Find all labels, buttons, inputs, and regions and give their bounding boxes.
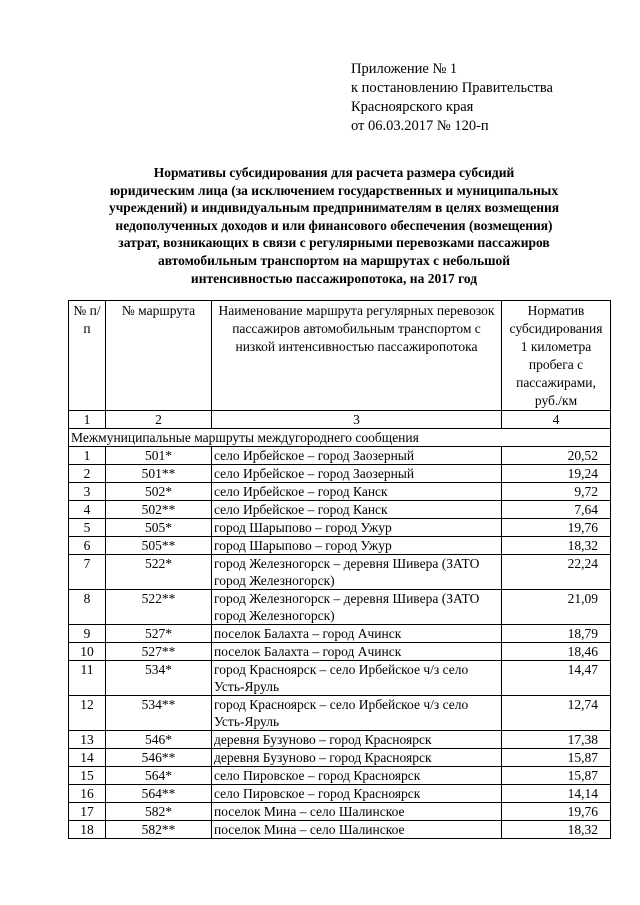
row-number: 13 — [69, 731, 106, 749]
title-line: учреждений) и индивидуальным предпринимателям в целях возмещения — [108, 200, 560, 216]
row-number: 16 — [69, 785, 106, 803]
appendix-block — [351, 60, 553, 136]
norm-value: 15,87 — [502, 767, 611, 785]
title-line: недополученных доходов и или финансового обеспечения (возмещения) — [115, 217, 553, 233]
route-name: поселок Мина – село Шалинское — [212, 821, 502, 839]
title-line: интенсивностью пассажиропотока, на 2017 год — [190, 270, 478, 286]
row-number: 10 — [69, 643, 106, 661]
subsidy-table — [68, 300, 611, 839]
row-number: 14 — [69, 749, 106, 767]
document-title — [64, 164, 604, 287]
row-number: 5 — [69, 519, 106, 537]
table-row — [69, 537, 611, 555]
route-number: 501** — [106, 465, 212, 483]
norm-value: 19,24 — [502, 465, 611, 483]
table-row — [69, 465, 611, 483]
norm-value: 9,72 — [502, 483, 611, 501]
norm-value: 7,64 — [502, 501, 611, 519]
norm-value: 19,76 — [502, 803, 611, 821]
route-number: 502** — [106, 501, 212, 519]
norm-value: 19,76 — [502, 519, 611, 537]
route-name: село Пировское – город Красноярск — [212, 785, 502, 803]
norm-value: 18,32 — [502, 821, 611, 839]
route-number: 564** — [106, 785, 212, 803]
row-number: 17 — [69, 803, 106, 821]
route-name: село Пировское – город Красноярск — [212, 767, 502, 785]
norm-value: 14,14 — [502, 785, 611, 803]
table-row — [69, 501, 611, 519]
route-name: село Ирбейское – город Канск — [212, 501, 502, 519]
route-name: город Шарыпово – город Ужур — [212, 537, 502, 555]
appendix-line: Приложение № 1 — [351, 61, 458, 77]
route-number: 582** — [106, 821, 212, 839]
norm-value: 14,47 — [502, 661, 611, 696]
route-name: город Шарыпово – город Ужур — [212, 519, 502, 537]
appendix-line: от 06.03.2017 № 120-п — [351, 118, 489, 134]
table-row — [69, 821, 611, 839]
row-number: 12 — [69, 696, 106, 731]
route-number: 505** — [106, 537, 212, 555]
row-number: 18 — [69, 821, 106, 839]
title-line: автомобильным транспортом на маршрутах с небольшой — [157, 252, 511, 268]
row-number: 7 — [69, 555, 106, 590]
route-name: город Красноярск – село Ирбейское ч/з село Усть-Яруль — [212, 696, 502, 731]
route-number: 501* — [106, 447, 212, 465]
route-name: город Железногорск – деревня Шивера (ЗАТО город Железногорск) — [212, 555, 502, 590]
col-number: 1 — [69, 411, 106, 429]
route-number: 546** — [106, 749, 212, 767]
norm-value: 17,38 — [502, 731, 611, 749]
route-name: село Ирбейское – город Заозерный — [212, 447, 502, 465]
route-name: село Ирбейское – город Канск — [212, 483, 502, 501]
col-number: 3 — [212, 411, 502, 429]
route-number: 522** — [106, 590, 212, 625]
title-line: затрат, возникающих в связи с регулярными перевозками пассажиров — [118, 235, 550, 251]
route-number: 582* — [106, 803, 212, 821]
norm-value: 12,74 — [502, 696, 611, 731]
header-route: № маршрута — [106, 301, 212, 411]
table-row — [69, 643, 611, 661]
table-row — [69, 803, 611, 821]
table-row — [69, 447, 611, 465]
route-name: город Красноярск – село Ирбейское ч/з село Усть-Яруль — [212, 661, 502, 696]
table-row — [69, 555, 611, 590]
appendix-line: к постановлению Правительства — [351, 80, 553, 96]
row-number: 1 — [69, 447, 106, 465]
row-number: 6 — [69, 537, 106, 555]
row-number: 3 — [69, 483, 106, 501]
route-name: деревня Бузуново – город Красноярск — [212, 749, 502, 767]
col-number: 4 — [502, 411, 611, 429]
route-number: 527** — [106, 643, 212, 661]
table-row — [69, 590, 611, 625]
norm-value: 20,52 — [502, 447, 611, 465]
col-number: 2 — [106, 411, 212, 429]
row-number: 11 — [69, 661, 106, 696]
route-number: 534* — [106, 661, 212, 696]
route-number: 564* — [106, 767, 212, 785]
norm-value: 18,79 — [502, 625, 611, 643]
route-number: 522* — [106, 555, 212, 590]
row-number: 2 — [69, 465, 106, 483]
header-num: № п/п — [69, 301, 106, 411]
header-row — [69, 301, 611, 411]
table-body — [69, 447, 611, 839]
route-name: поселок Балахта – город Ачинск — [212, 643, 502, 661]
route-number: 505* — [106, 519, 212, 537]
header-norm: Норматив субсидирования 1 километра пробега с пассажирами, руб./км — [502, 301, 611, 411]
route-name: город Железногорск – деревня Шивера (ЗАТО город Железногорск) — [212, 590, 502, 625]
route-name: деревня Бузуново – город Красноярск — [212, 731, 502, 749]
route-name: село Ирбейское – город Заозерный — [212, 465, 502, 483]
appendix-line: Красноярского края — [351, 99, 474, 115]
table-row — [69, 731, 611, 749]
table-row — [69, 749, 611, 767]
section-title: Межмуниципальные маршруты междугороднего сообщения — [69, 429, 611, 447]
table-row — [69, 696, 611, 731]
norm-value: 18,32 — [502, 537, 611, 555]
column-number-row — [69, 411, 611, 429]
table-row — [69, 483, 611, 501]
route-name: поселок Балахта – город Ачинск — [212, 625, 502, 643]
header-name: Наименование маршрута регулярных перевозок пассажиров автомобильным транспортом с низкой интенсивностью пассажиропотока — [212, 301, 502, 411]
norm-value: 22,24 — [502, 555, 611, 590]
row-number: 4 — [69, 501, 106, 519]
table-row — [69, 625, 611, 643]
norm-value: 18,46 — [502, 643, 611, 661]
route-number: 502* — [106, 483, 212, 501]
norm-value: 21,09 — [502, 590, 611, 625]
route-number: 527* — [106, 625, 212, 643]
norm-value: 15,87 — [502, 749, 611, 767]
row-number: 15 — [69, 767, 106, 785]
title-line: Нормативы субсидирования для расчета размера субсидий — [153, 165, 515, 180]
title-line: юридическим лица (за исключением государственных и муниципальных — [109, 182, 559, 198]
table-row — [69, 661, 611, 696]
table-row — [69, 519, 611, 537]
route-number: 534** — [106, 696, 212, 731]
table-row — [69, 767, 611, 785]
route-name: поселок Мина – село Шалинское — [212, 803, 502, 821]
table-row — [69, 785, 611, 803]
row-number: 8 — [69, 590, 106, 625]
row-number: 9 — [69, 625, 106, 643]
route-number: 546* — [106, 731, 212, 749]
section-row — [69, 429, 611, 447]
